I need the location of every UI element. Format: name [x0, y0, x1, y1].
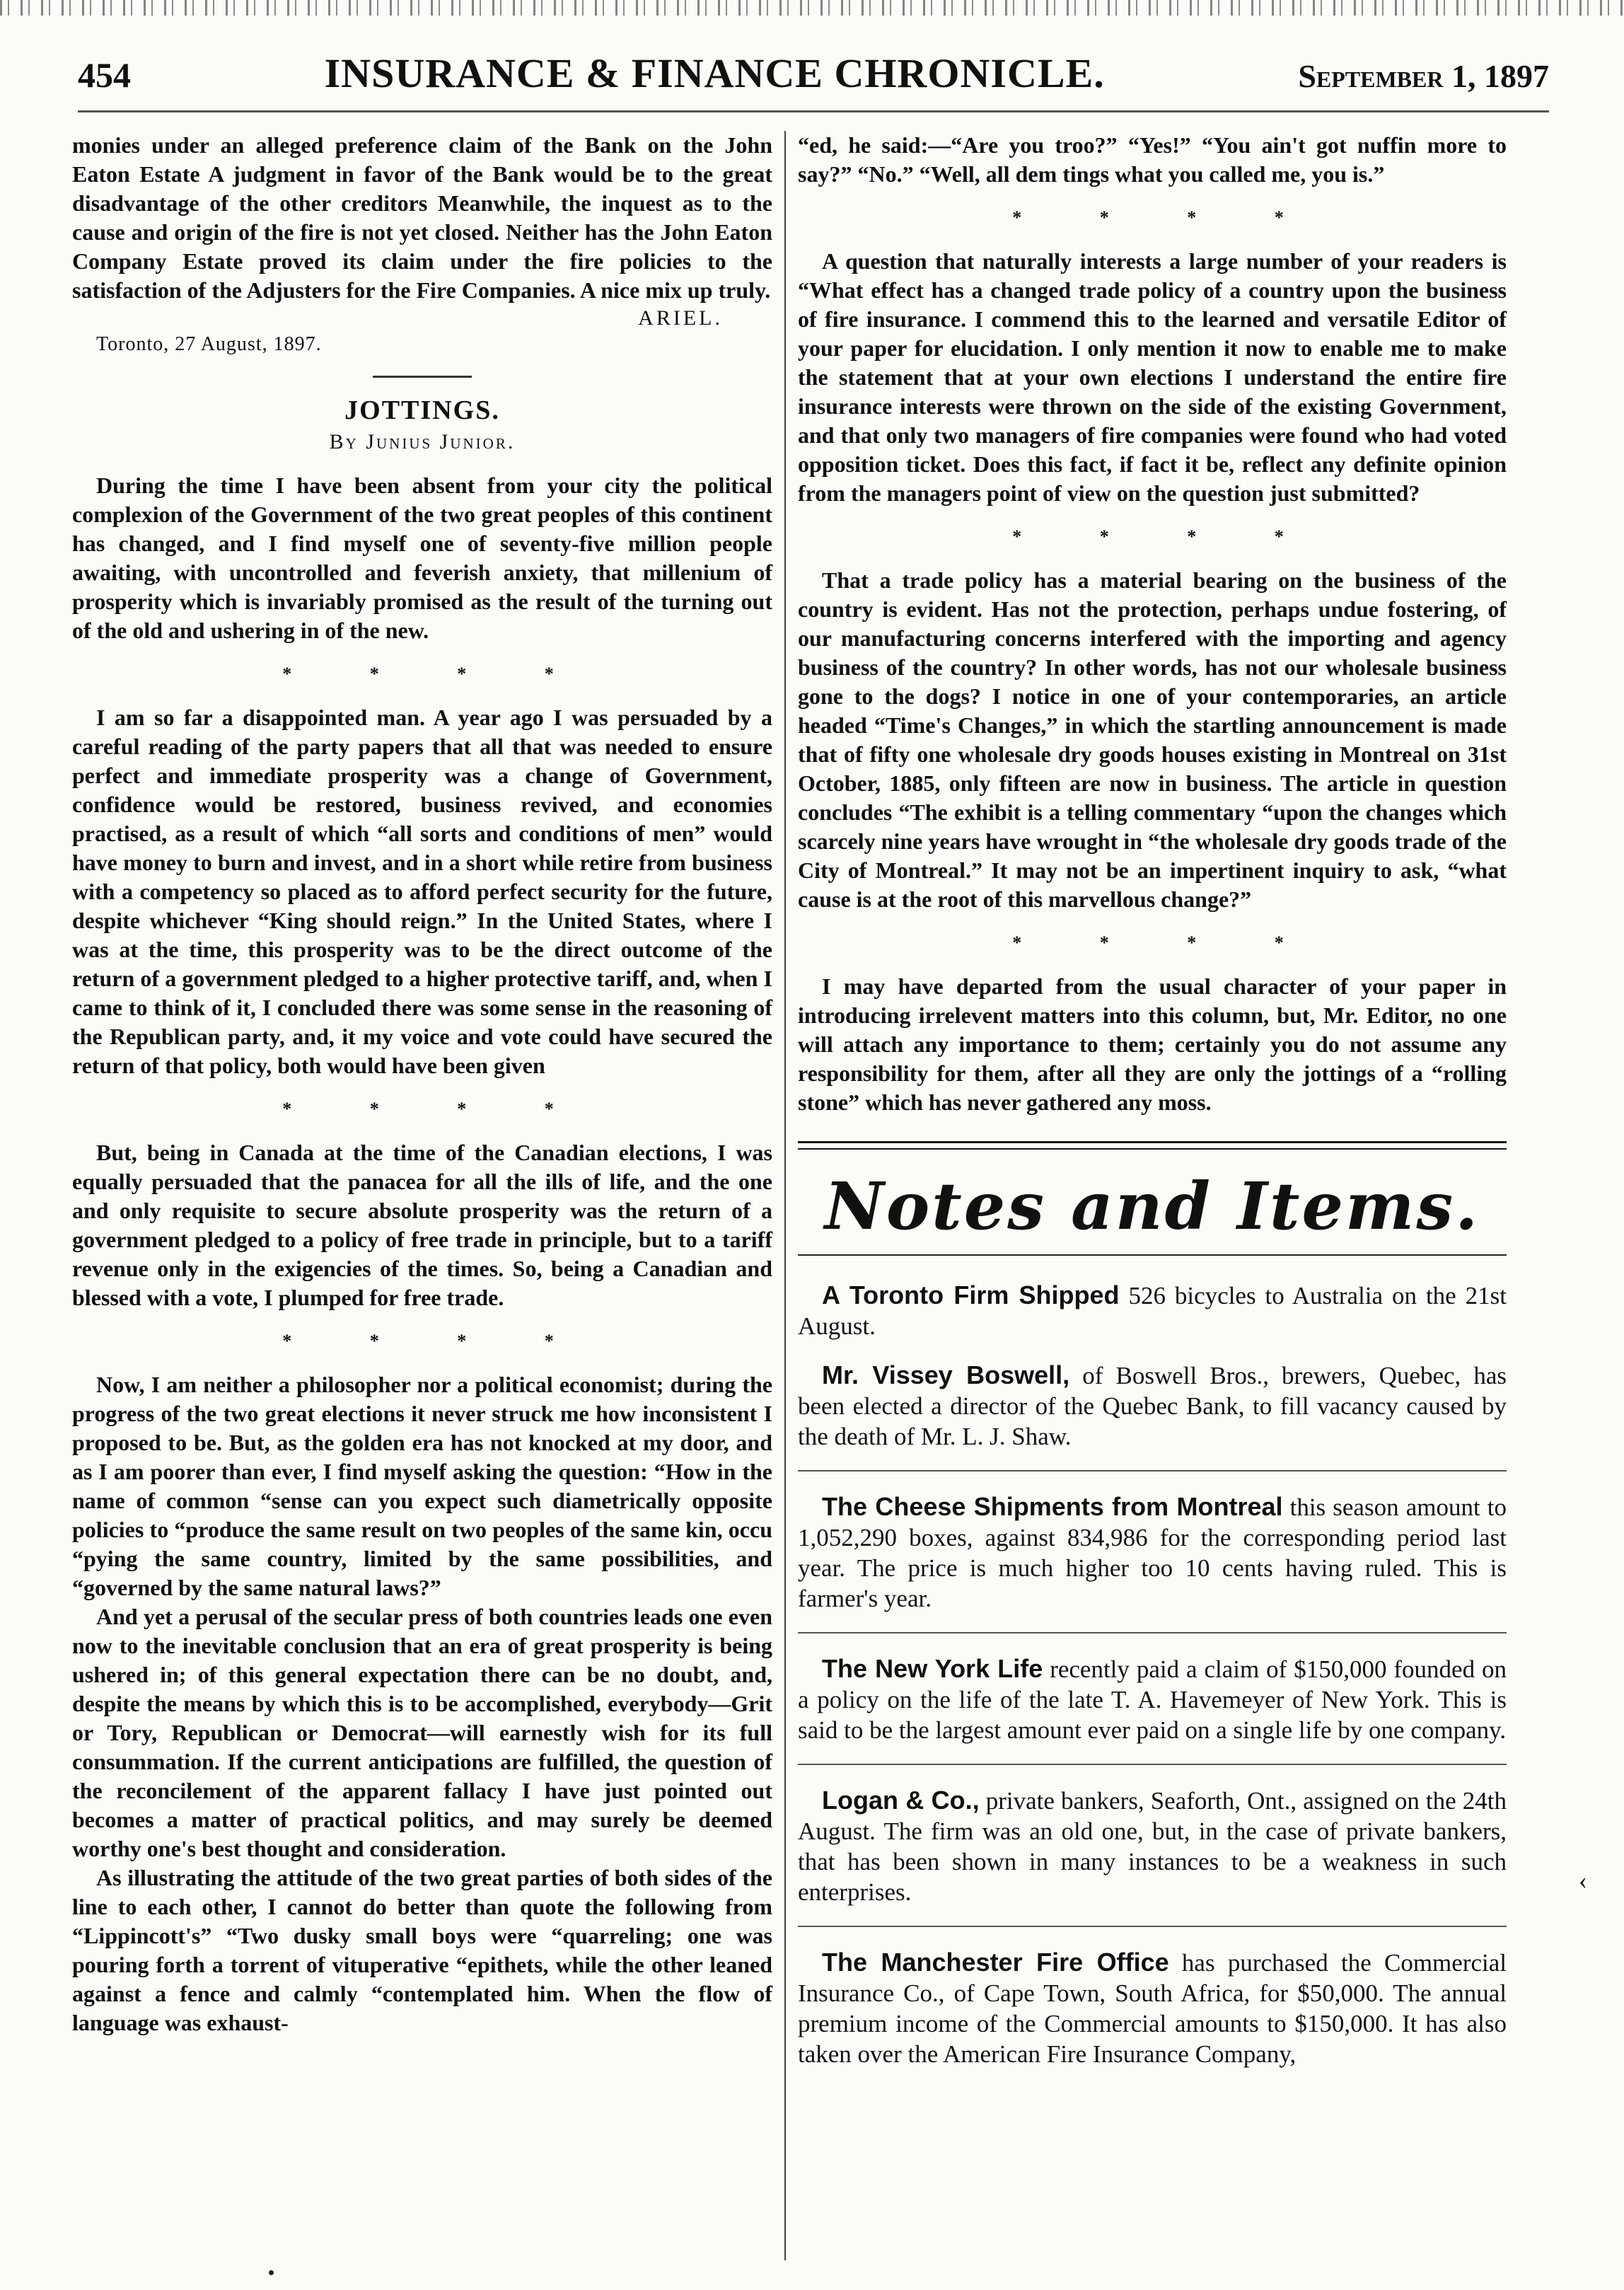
article-paragraph: But, being in Canada at the time of the Canadian elections, I was equally persuaded that the panacea for all the ills of life, and the one and only requisite to secure absolute prosperity was the return of a government pledged to a policy of free trade in principle, but to a tariff revenue only in the exigencies of the times. So, being a Canadian and blessed with a vote, I plumped for free trade.: [72, 1140, 772, 1310]
item-text: has purchased the Commercial Insurance Co., of Cape Town, South Africa, for $50,000. The annual premium income of the Commercial amounts to $150,000. It has also taken over the American Fire Insurance Company,: [798, 1949, 1507, 2068]
section-stars: * * * *: [282, 1331, 591, 1351]
ink-dot: [269, 2270, 274, 2275]
right-column: [798, 131, 1507, 2088]
news-item: [798, 1785, 1507, 1907]
article-paragraph: As illustrating the attitude of the two great parties of both sides of the line to each other, I cannot do better than quote the following from “Lippincott's” “Two dusky small boys were “quarreling; one was pouring forth a torrent of vituperative “epithets, while the other leaned against a fence and calmly “contemplated him. When the flow of language was exhaust-: [72, 1865, 772, 2035]
item-separator: [798, 1470, 1507, 1471]
news-item: [798, 1653, 1507, 1745]
section-stars: * * * *: [1012, 526, 1321, 547]
item-text: private bankers, Seaforth, Ont., assigned on the 24th August. The firm was an old one, but, in the case of private bankers, that has been shown in many instances to be a weakness in such enterprises.: [798, 1787, 1507, 1906]
item-lead: Logan & Co.,: [822, 1786, 980, 1815]
article-paragraph: “ed, he said:—“Are you troo?” “Yes!” “You ain't got nuffin more to say?” “No.” “Well, all dem tings what you called me, you is.”: [798, 132, 1507, 187]
news-item: [798, 1491, 1507, 1614]
item-lead: Mr. Vissey Boswell,: [822, 1360, 1070, 1389]
publication-title: INSURANCE & FINANCE CHRONICLE.: [324, 50, 1105, 96]
signature: ARIEL.: [638, 306, 723, 330]
header-rule: [78, 110, 1549, 112]
article-title: JOTTINGS.: [344, 395, 500, 425]
page-header: [78, 50, 1549, 106]
article-paragraph: During the time I have been absent from your city the political complexion of the Government of the two great peoples of this continent has changed, and I find myself one of seventy-five million people awaiting, with uncontrolled and feverish anxiety, that millenium of prosperity which is invariably promised as the result of the turning out of the old and ushering in of the new.: [72, 473, 772, 643]
section-rule: [373, 376, 472, 378]
margin-mark: ‹: [1579, 1866, 1587, 1895]
article-byline: By Junius Junior.: [329, 430, 516, 453]
notes-section-title: Notes and Items.: [824, 1168, 1480, 1244]
print-edge-specks: [0, 0, 1624, 16]
item-text: of Boswell Bros., brewers, Quebec, has been elected a director of the Quebec Bank, to fill vacancy caused by the death of Mr. L. J. Shaw.: [798, 1362, 1507, 1450]
item-lead: The New York Life: [822, 1654, 1043, 1683]
section-stars: * * * *: [1012, 207, 1321, 228]
article-paragraph: Now, I am neither a philosopher nor a political economist; during the progress of the two great elections it never struck me how inconsistent I proposed to be. But, as the golden era has not knocked at my door, and as I am poorer than ever, I find myself asking the question: “How in the name of common “sense can you expect such diametrically opposite policies to “produce the same result on two peoples of the same kin, occu “pying the same country, limited by the same possibilities, and “governed by the same natural laws?”: [72, 1372, 772, 1600]
section-thick-rule: [798, 1141, 1507, 1150]
item-separator: [798, 1926, 1507, 1927]
article-paragraph: That a trade policy has a material bearing on the business of the country is evident. Has not the protection, perhaps undue fostering, of our manufacturing concerns interfered with the importing and agency business of the country? In other words, has not our wholesale business gone to the dogs? I notice in one of your contemporaries, an article headed “Time's Changes,” in which the startling announcement is made that of fifty one wholesale dry goods houses existing in Montreal on 31st October, 1885, only fifteen are now in business. The article in question concludes “The exhibit is a telling commentary “upon the changes which scarcely nine years have wrought in “the wholesale dry goods trade of the City of Montreal.” It may not be an impertinent inquiry to ask, “what cause is at the root of this marvellous change?”: [798, 567, 1507, 912]
item-lead: A Toronto Firm Shipped: [822, 1280, 1120, 1309]
article-paragraph: And yet a perusal of the secular press of both countries leads one even now to the inevitable conclusion that an era of great prosperity is being ushered in; of this general expectation there can be no doubt, and, despite the means by which this is to be accomplished, everybody—Grit or Tory, Republican or Democrat—will earnestly wish for its full consummation. If the current anticipations are fulfilled, the question of the reconcilement of the apparent fallacy I have just pointed out becomes a matter of practical politics, and may surely be deemed worthy one's best thought and consideration.: [72, 1604, 772, 1861]
left-column: [72, 131, 772, 2037]
item-text: this season amount to 1,052,290 boxes, against 834,986 for the corresponding period last year. The price is much higher too 10 cents having ruled. This is farmer's year.: [798, 1493, 1507, 1612]
section-rule: [798, 1254, 1507, 1256]
article-paragraph: A question that naturally interests a large number of your readers is “What effect has a changed trade policy of a country upon the business of fire insurance. I commend this to the learned and versatile Editor of your paper for elucidation. I only mention it now to enable me to make the statement that at your own elections I understand the entire fire insurance interests were thrown on the side of the existing Government, and that only two managers of fire companies were found who had voted opposition ticket. Does this fact, if fact it be, reflect any definite opinion from the managers point of view on the question just submitted?: [798, 248, 1507, 506]
news-item: [798, 1360, 1507, 1452]
article-paragraph: I am so far a disappointed man. A year ago I was persuaded by a careful reading of the party papers that all that was needed to ensure perfect and immediate prosperity was a change of Government, confidence would be restored, business revived, and economies practised, as a result of which “all sorts and conditions of men” would have money to burn and invest, and in a short while retire from business with a competency so placed as to afford perfect security for the future, despite whichever “King should reign.” In the United States, where I was at the time, this prosperity was to be the direct outcome of the return of a government pledged to a higher protective tariff, and, when I came to think of it, I concluded there was some sense in the reasoning of the Republican party, and, it my voice and vote could have secured the return of that policy, both would have been given: [72, 705, 772, 1078]
item-lead: The Manchester Fire Office: [822, 1948, 1169, 1977]
continued-paragraph: monies under an alleged preference claim of the Bank on the John Eaton Estate A judgment in favor of the Bank would be to the great disadvantage of the other creditors Meanwhile, the inquest as to the cause and origin of the fire is not yet closed. Neither has the John Eaton Company Estate proved its claim under the fire policies to the satisfaction of the Adjusters for the Fire Companies. A nice mix up truly.: [72, 132, 772, 303]
news-item: [798, 1947, 1507, 2069]
item-separator: [798, 1632, 1507, 1633]
section-stars: * * * *: [1012, 932, 1321, 953]
news-item: [798, 1280, 1507, 1341]
item-separator: [798, 1764, 1507, 1765]
issue-date: September 1, 1897: [1298, 58, 1549, 94]
column-divider: [784, 131, 786, 2260]
item-lead: The Cheese Shipments from Montreal: [822, 1492, 1283, 1521]
article-paragraph: I may have departed from the usual character of your paper in introducing irrelevent matters into this column, but, Mr. Editor, no one will attach any importance to them; certainly you do not assume any responsibility for them, after all they are only the jottings of a “rolling stone” which has never gathered any moss.: [798, 973, 1507, 1115]
dateline: Toronto, 27 August, 1897.: [96, 333, 322, 355]
item-text: 526 bicycles to Australia on the 21st August.: [798, 1282, 1507, 1340]
item-text: recently paid a claim of $150,000 founded on a policy on the life of the late T. A. Havemeyer of New York. This is said to be the largest amount ever paid on a single life by one company.: [798, 1655, 1507, 1744]
page-number: 454: [78, 55, 131, 95]
section-stars: * * * *: [282, 1099, 591, 1119]
section-stars: * * * *: [282, 664, 591, 684]
